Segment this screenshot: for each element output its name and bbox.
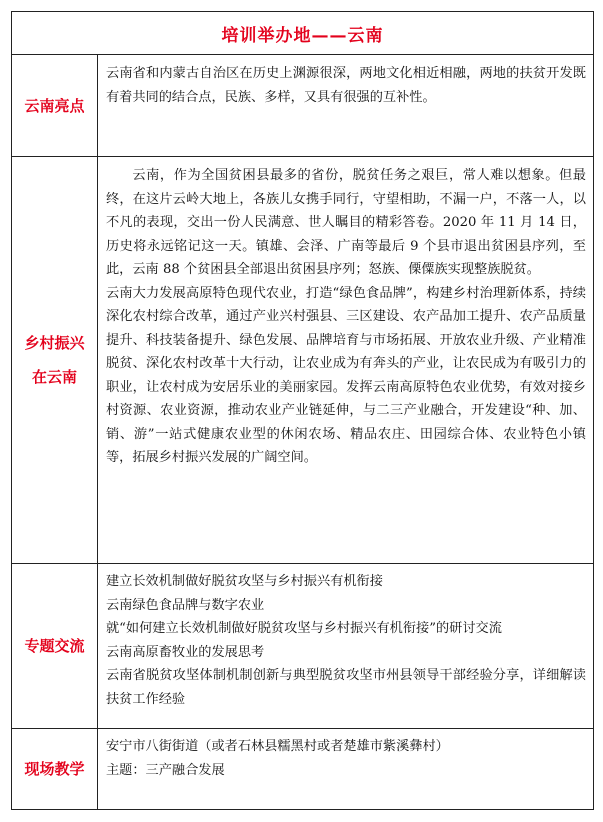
training-info-table — [11, 11, 594, 810]
label-cell-highlights — [12, 55, 98, 156]
field-location: 安宁市八街街道（或者石林县糯黑村或者楚雄市紫溪彝村） — [106, 739, 449, 754]
section-label-field: 现场教学 — [24, 760, 85, 778]
topic-item: 建立长效机制做好脱贫攻坚与乡村振兴有机衔接 — [106, 574, 383, 589]
highlights-text: 云南省和内蒙古自治区在历史上渊源很深，两地文化相近相融，两地的扶贫开发既有着共同的结合点，民族、多样，又具有很强的互补性。 — [106, 66, 586, 105]
section-label-rural-line1: 乡村振兴 — [24, 334, 85, 352]
field-theme: 主题：三产融合发展 — [106, 762, 225, 778]
content-cell-topics — [98, 564, 593, 728]
topic-item: 云南省脱贫攻坚体制机制创新与典型脱贫攻坚市州县领导干部经验分享，详细解读扶贫工作经验 — [106, 668, 586, 707]
row-field-teaching — [12, 729, 593, 809]
title-row — [12, 12, 593, 55]
content-cell-highlights — [98, 55, 593, 156]
row-topic-exchange — [12, 564, 593, 729]
topic-item: 就“如何建立长效机制做好脱贫攻坚与乡村振兴有机衔接”的研讨交流 — [106, 621, 502, 636]
topic-item: 云南绿色食品牌与数字农业 — [106, 597, 265, 613]
section-label-rural-line2: 在云南 — [31, 368, 77, 386]
rural-paragraph-1: 云南，作为全国贫困县最多的省份，脱贫任务之艰巨，常人难以想象。但最终，在这片云岭大地上，各族儿女携手同行，守望相助，不漏一户，不落一人，以不凡的表现，交出一份人民满意、世人瞩目的精彩答卷。2020 年 11 月 14 日，历史将永远铭记这一天。镇雄、会泽、广南等最后 9 个县市退出贫困县序列，至此，云南 88 个贫困县全部退出贫困县序列；怒族、傈僳族实现整族脱贫。 — [106, 168, 586, 277]
label-cell-topics — [12, 564, 98, 728]
content-cell-field — [98, 729, 593, 809]
topic-item: 云南高原畜牧业的发展思考 — [106, 644, 265, 660]
row-yunnan-highlights — [12, 55, 593, 157]
label-cell-field — [12, 729, 98, 809]
row-rural-revitalization — [12, 157, 593, 564]
label-cell-rural — [12, 157, 98, 563]
section-label-highlights: 云南亮点 — [24, 96, 85, 115]
page-title: 培训举办地——云南 — [221, 25, 384, 46]
rural-paragraph-2: 云南大力发展高原特色现代农业，打造“绿色食品牌”，构建乡村治理新体系，持续深化农村综合改革，通过产业兴村强县、三区建设、农产品加工提升、农产品质量提升、科技装备提升、绿色发展、品牌培育与市场拓展、开放农业升级、产业精准脱贫、深化农村改革十大行动，让农业成为有奔头的产业，让农民成为有吸引力的职业，让农村成为安居乐业的美丽家园。发挥云南高原特色农业优势，有效对接乡村资源、农业资源，推动农业产业链延伸，与二三产业融合，开发建设“种、加、销、游”一站式健康农业型的休闲农场、精品农庄、田园综合体、农业特色小镇等，拓展乡村振兴发展的广阔空间。 — [106, 285, 586, 465]
section-label-topics: 专题交流 — [24, 637, 85, 655]
content-cell-rural — [98, 157, 593, 563]
